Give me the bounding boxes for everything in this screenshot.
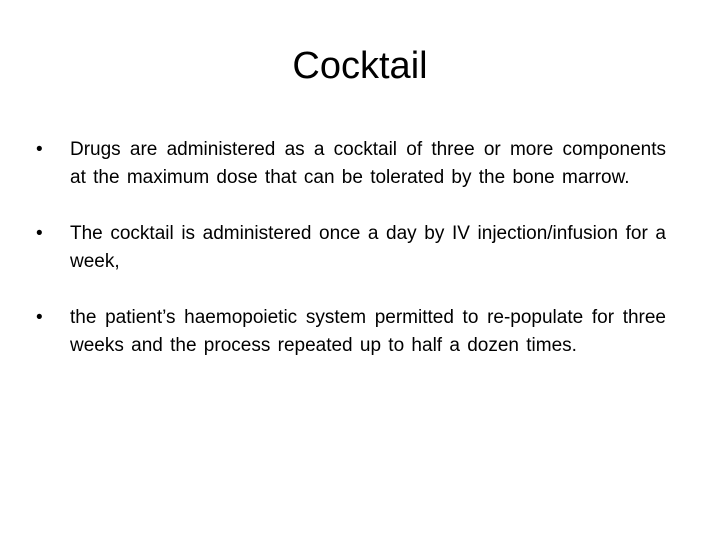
bullet-item	[36, 304, 666, 360]
slide-title: Cocktail	[292, 45, 428, 87]
bullet-text: The cocktail is administered once a day by IV injection/infusion for a week,	[70, 223, 666, 272]
bullet-list	[36, 136, 666, 360]
bullet-marker: •	[36, 223, 43, 244]
bullet-marker: •	[36, 139, 43, 160]
bullet-item	[36, 220, 666, 276]
bullet-text: the patient’s haemopoietic system permitted to re-populate for three weeks and the process repeated up to half a dozen times.	[70, 307, 666, 356]
bullet-text: Drugs are administered as a cocktail of three or more components at the maximum dose that can be tolerated by the bone marrow.	[70, 139, 666, 188]
bullet-marker: •	[36, 307, 43, 328]
bullet-item	[36, 136, 666, 192]
